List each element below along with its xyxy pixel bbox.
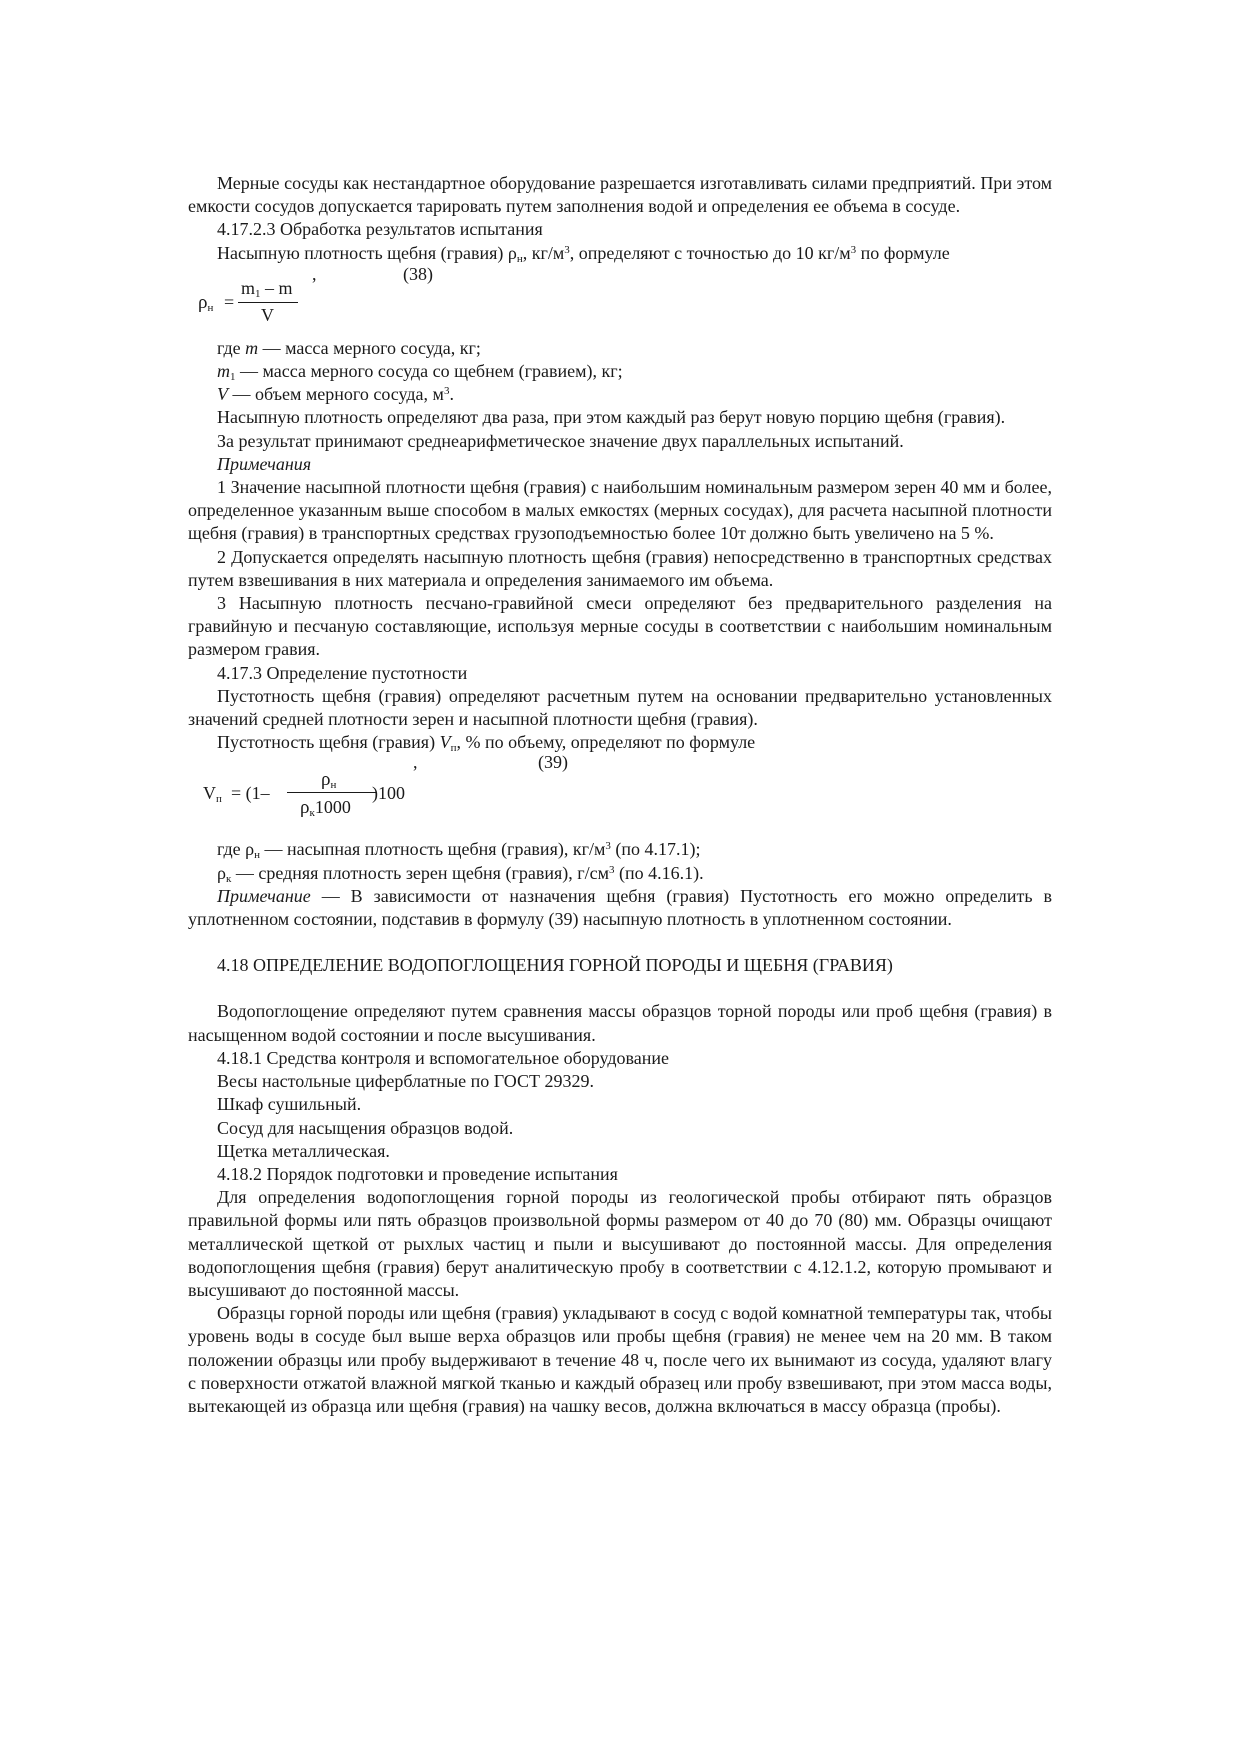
formula-39-denominator: $\rho_к1000$ — [300, 797, 351, 820]
paragraph-result: За результат принимают среднеарифметическое значение двух параллельных испытаний. — [217, 430, 904, 451]
formula-38 — [188, 265, 1052, 337]
note-2: 2 Допускается определять насыпную плотность щебня (гравия) непосредственно в транспортных средствах путем взвешивания в них материала и определения занимаемого им объема. — [188, 546, 1052, 590]
paragraph-sample-prep: Для определения водопоглощения горной породы из геологической пробы отбирают пять образцов правильной формы или пять образцов произвольной формы размером от 40 до 70 (80) мм. Образцы очищают металлической щеткой от рыхлых частиц и пыли и высушивают до постоянной массы. Для определения водопоглощения щебня (гравия) берут аналитическую пробу в соответствии с 4.12.1.2, которую промывают и высушивают до постоянной массы. — [188, 1187, 1052, 1300]
paragraph-voids-calc: Пустотность щебня (гравия) определяют расчетным путем на основании предварительно установленных значений средней плотности зерен и насыпной плотности щебня (гравия). — [188, 685, 1052, 730]
formula-39-tail: )100 — [372, 783, 405, 804]
formula-39-numerator: $\rho_н$ — [321, 769, 337, 792]
formula-38-fraction-bar — [238, 302, 298, 303]
note-1: 1 Значение насыпной плотности щебня (гравия) с наибольшим номинальным размером зерен 40 мм и более, определенное указанным выше способом в малых емкостях (мерных сосудах), для расчета насыпной плотности щебня (гравия) в транспортных средствах грузоподъемностью более 10т должно быть увеличено на 5 %. — [188, 477, 1052, 544]
where-m: где m — масса мерного сосуда, кг; — [217, 337, 481, 358]
section-4-18-heading: 4.18 ОПРЕДЕЛЕНИЕ ВОДОПОГЛОЩЕНИЯ ГОРНОЙ ПОРОДЫ И ЩЕБНЯ (ГРАВИЯ) — [217, 955, 893, 976]
formula-39-open: = (1– — [231, 783, 270, 804]
formula-39-number: (39) — [538, 752, 568, 773]
where-v: V — объем мерного сосуда, $м^3$. — [217, 384, 454, 405]
section-4-18-2-heading: 4.18.2 Порядок подготовки и проведение испытания — [217, 1163, 618, 1184]
formula-39-fraction-bar — [287, 792, 377, 793]
where-rho-n: где $\rho_н$ — насыпная плотность щебня (гравия), $кг/м^3$ (по 4.17.1); — [217, 839, 701, 862]
equipment-vessel: Сосуд для насыщения образцов водой. — [217, 1117, 514, 1138]
section-4-17-3-heading: 4.17.3 Определение пустотности — [217, 662, 468, 683]
paragraph-measuring-vessels: Мерные сосуды как нестандартное оборудование разрешается изготавливать силами предприятий. При этом емкости сосудов допускается тарировать путем заполнения водой и определения ее объема в сосуде. — [188, 173, 1052, 217]
document-page — [188, 172, 1052, 1418]
section-4-17-2-3-heading: 4.17.2.3 Обработка результатов испытания — [217, 219, 543, 240]
formula-39-comma: , — [413, 752, 418, 773]
where-m1: $m_1$ — масса мерного сосуда со щебнем (гравием), кг; — [217, 361, 623, 384]
formula-38-numerator: $m_1$ – m — [241, 277, 293, 300]
section-4-18-1-heading: 4.18.1 Средства контроля и вспомогательное оборудование — [217, 1047, 670, 1068]
formula-38-lhs: $\rho_н$ — [198, 291, 214, 314]
equipment-scales: Весы настольные циферблатные по ГОСТ 29329. — [217, 1071, 594, 1092]
paragraph-voids-formula-intro: Пустотность щебня (гравия) $V_п$, % по объему, определяют по формуле — [217, 732, 756, 755]
paragraph-twice: Насыпную плотность определяют два раза, при этом каждый раз берут новую порцию щебня (гравия). — [217, 407, 1006, 428]
paragraph-water-absorption: Водопоглощение определяют путем сравнения массы образцов торной породы или проб щебня (гравия) в насыщенном водой состоянии и после высушивания. — [188, 1001, 1052, 1045]
where-rho-k: $\rho_к$ — средняя плотность зерен щебня (гравия), $г/см^3$ (по 4.16.1). — [217, 862, 704, 885]
formula-38-equals: = — [224, 291, 235, 312]
paragraph-soaking: Образцы горной породы или щебня (гравия) укладывают в сосуд с водой комнатной температуры так, чтобы уровень воды в сосуде был выше верха образцов или пробы щебня (гравия) не менее чем на 20 мм. В таком положении образцы или пробу выдерживают в течение 48 ч, после чего их вынимают из сосуда, удаляют влагу с поверхности отжатой влажной мягкой тканью и каждый образец или пробу взвешивают, при этом масса воды, вытекающей из образца или щебня (гравия) на чашку весов, должна включаться в массу образца (пробы). — [188, 1303, 1052, 1416]
notes-heading: Примечания — [217, 453, 312, 474]
equipment-oven: Шкаф сушильный. — [217, 1094, 362, 1115]
formula-38-number: (38) — [403, 263, 433, 284]
formula-39 — [188, 754, 1052, 838]
formula-38-comma: , — [312, 263, 317, 284]
paragraph-bulk-density-intro: Насыпную плотность щебня (гравия) $\rho_н$, $кг/м^3$, определяют с точностью до 10 $кг/м^3$ по формуле — [217, 242, 950, 265]
note-voids: Примечание — В зависимости от назначения щебня (гравия) Пустотность его можно определить в уплотненном состоянии, подставив в формулу (39) насыпную плотность в уплотненном состоянии. — [188, 885, 1052, 930]
equipment-brush: Щетка металлическая. — [217, 1140, 390, 1161]
formula-39-lhs: $V_п$ — [203, 783, 222, 806]
note-3: 3 Насыпную плотность песчано-гравийной смеси определяют без предварительного разделения на гравийную и песчаную составляющие, используя мерные сосуды в соответствии с наибольшим номинальным размером гравия. — [188, 593, 1052, 660]
formula-38-denominator: V — [261, 304, 274, 325]
